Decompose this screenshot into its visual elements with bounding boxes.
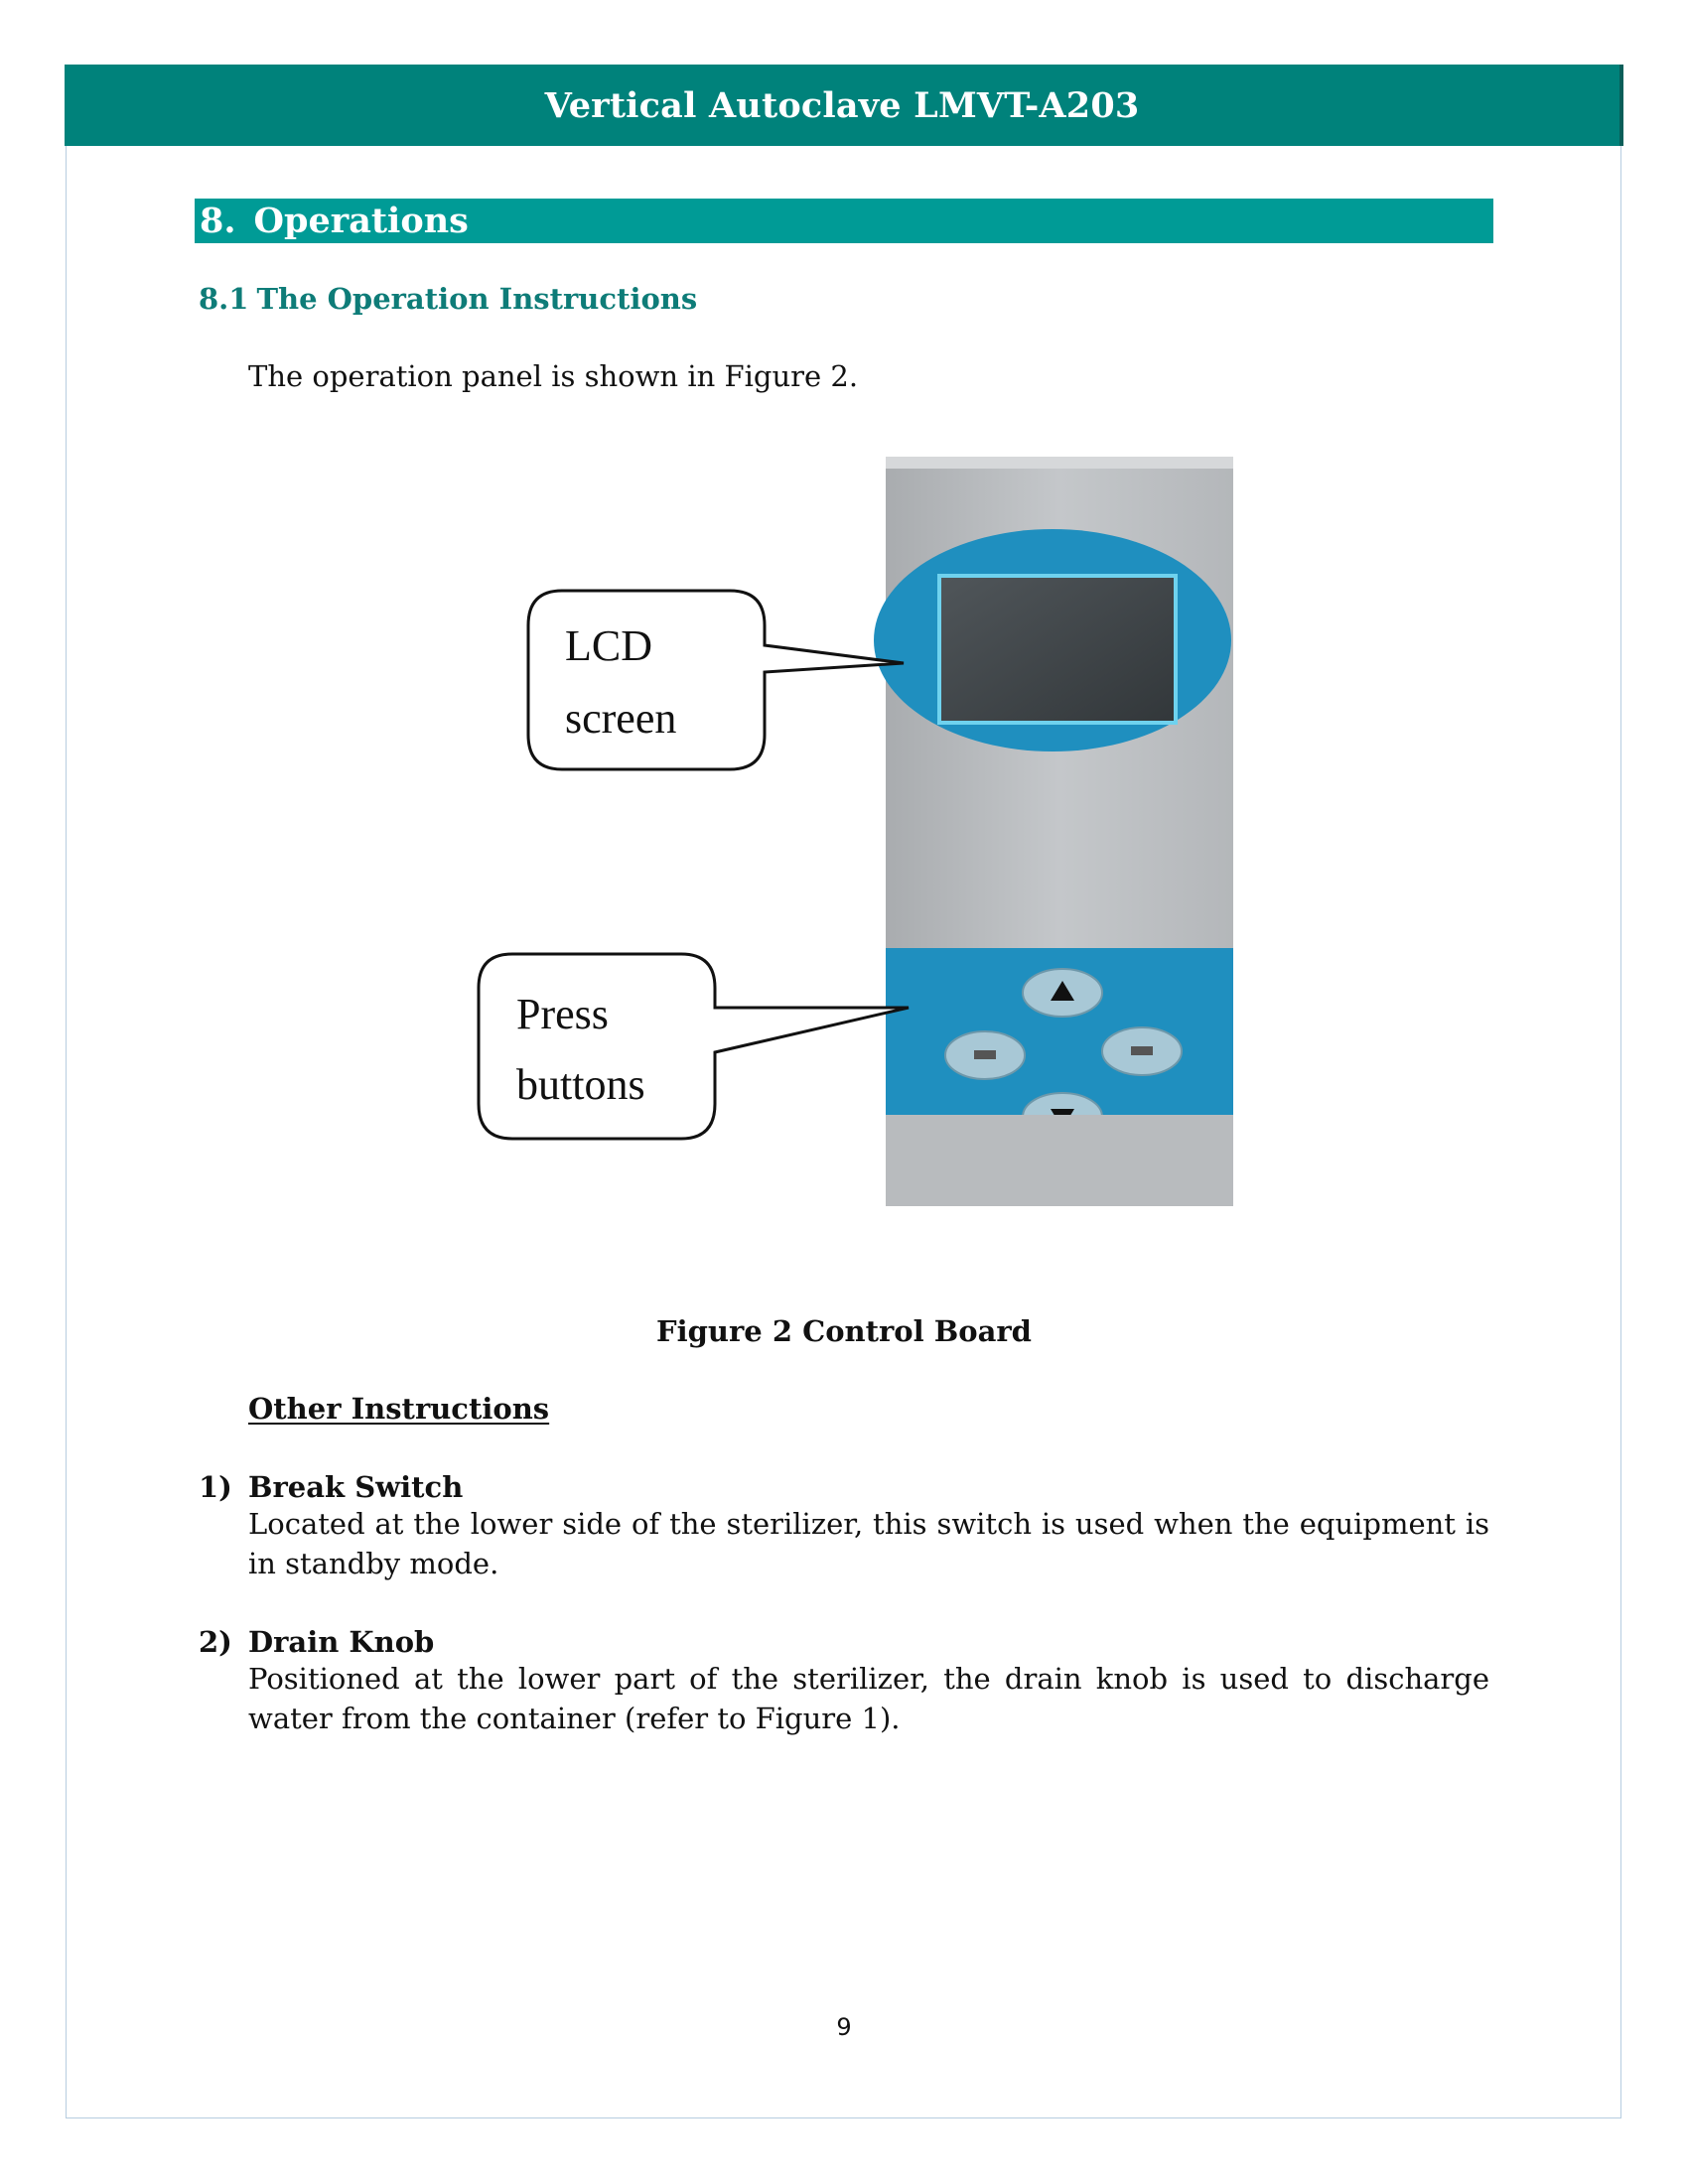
document-title: Vertical Autoclave LMVT-A203	[544, 84, 1140, 126]
list-item	[199, 1625, 1489, 1738]
item-title: Break Switch	[248, 1470, 464, 1504]
callout-press-line2: buttons	[516, 1060, 645, 1109]
callout-lcd-line1: LCD	[565, 621, 652, 670]
figure-caption: Figure 2 Control Board	[656, 1314, 1032, 1348]
other-instructions-heading: Other Instructions	[248, 1392, 550, 1426]
right-button-glyph	[1131, 1046, 1153, 1055]
lcd-callout	[528, 591, 904, 769]
item-title: Drain Knob	[248, 1625, 435, 1659]
subsection-number: 8.1	[199, 282, 249, 316]
left-button-glyph	[974, 1050, 996, 1059]
header-band	[65, 65, 1623, 146]
subsection-heading	[199, 282, 697, 316]
button-area	[886, 948, 1233, 1141]
callout-press-line1: Press	[516, 990, 609, 1038]
callout-lcd-line2: screen	[565, 694, 677, 743]
section-number: 8.	[200, 201, 236, 241]
page-number: 9	[836, 2013, 852, 2041]
lcd-screen	[939, 576, 1176, 723]
item-marker: 1)	[199, 1470, 232, 1504]
intro-paragraph: The operation panel is shown in Figure 2.	[248, 359, 859, 393]
section-title: Operations	[253, 201, 469, 241]
lcd-area	[874, 529, 1231, 751]
control-board-figure	[457, 452, 1251, 1216]
item-marker: 2)	[199, 1625, 232, 1659]
list-item	[199, 1470, 1489, 1583]
item-body: Positioned at the lower part of the sterilizer, the drain knob is used to discharge water from the container (refer to Figure 1).	[248, 1662, 1489, 1735]
section-heading	[195, 199, 1493, 243]
item-body: Located at the lower side of the sterilizer, this switch is used when the equipment is in standby mode.	[248, 1507, 1489, 1580]
subsection-title: The Operation Instructions	[256, 282, 698, 316]
buttons-callout	[479, 954, 909, 1139]
